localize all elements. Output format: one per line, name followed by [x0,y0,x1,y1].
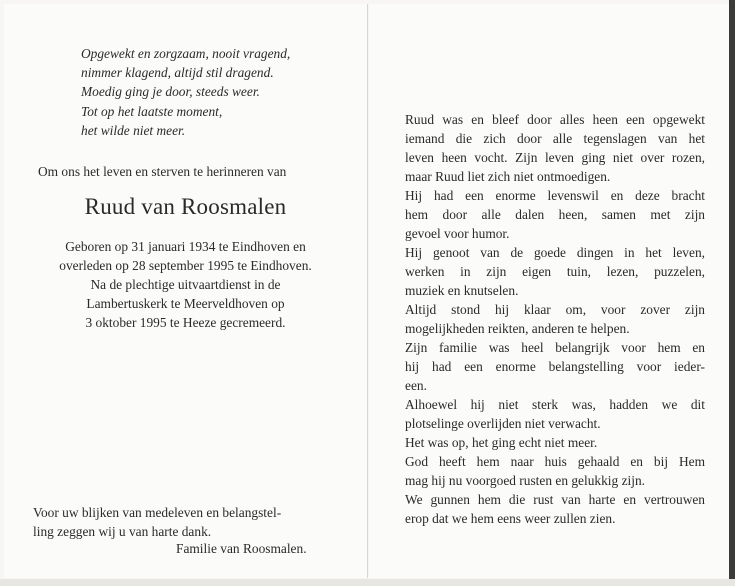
story-line: hij had een enorme belangstelling voor ieder- [405,359,705,374]
family-signature: Familie van Roosmalen. [176,541,307,556]
story-line: plotselinge overlijden niet verwacht. [405,416,601,431]
story-line: mag hij nu voorgoed rusten en gelukkig zijn. [405,473,645,488]
thanks-line: ling zeggen wij u van harte dank. [33,524,212,539]
details-line: Lambertuskerk te Meerveldhoven op [86,296,285,311]
poem-line: Tot op het laatste moment, [81,103,223,119]
life-details [0,237,371,332]
thanks-text [33,503,353,541]
story-line: gevoel voor humor. [405,226,510,241]
story-line: leven heen vocht. Zijn leven ging niet over rozen, [405,150,705,165]
poem-line: het wilde niet meer. [81,122,186,138]
story-line: Hij had een enorme levenswil en deze bracht [405,188,705,203]
poem-line: Moedig ging je door, steeds weer. [81,84,260,100]
story-line: mogelijkheden reikten, anderen te helpen. [405,321,630,336]
story-line: Het was op, het ging echt niet meer. [405,435,598,450]
intro-text: Om ons het leven en sterven te herinneren van [38,164,287,179]
thanks-line: Voor uw blijken van medeleven en belangstel- [33,505,282,520]
scan-edge-right [729,0,735,586]
story-line: Hij genoot van de goede dingen in het leven, [405,245,705,260]
details-line: Na de plechtige uitvaartdienst in de [90,277,281,292]
story-line: maar Ruud liet zich niet ontmoedigen. [405,169,611,184]
story-line: God heeft hem naar huis gehaald en bij Hem [405,454,705,469]
story-line: Zijn familie was heel belangrijk voor hem en [405,340,705,355]
life-story [405,110,705,528]
poem-line: Opgewekt en zorgzaam, nooit vragend, [81,46,291,61]
story-line: muziek en knutselen. [405,283,519,298]
details-line: Geboren op 31 januari 1934 te Eindhoven en [65,239,306,254]
story-line: Alhoewel hij niet sterk was, hadden we dit [405,397,705,412]
poem [81,44,351,140]
details-line: 3 oktober 1995 te Heeze gecremeerd. [85,315,286,330]
details-line: overleden op 28 september 1995 te Eindhoven. [59,258,312,273]
story-line: iemand die zich door alle tegenslagen van het [405,131,705,146]
story-line: erop dat we hem eens weer zullen zien. [405,511,616,526]
story-line: We gunnen hem die rust van harte en vertrouwen [405,492,705,507]
story-line: Ruud was en bleef door alles heen een opgewekt [405,112,705,127]
story-line: hem door alle dalen heen, samen met zijn [405,207,705,222]
story-line: werken in zijn eigen tuin, lezen, puzzelen, [405,264,705,279]
scan-edge-bottom [0,579,735,586]
story-line: een. [405,378,427,393]
story-line: Altijd stond hij klaar om, voor zover zijn [405,302,705,317]
poem-line: nimmer klagend, altijd stil dragend. [81,65,274,81]
deceased-name: Ruud van Roosmalen [84,194,287,219]
